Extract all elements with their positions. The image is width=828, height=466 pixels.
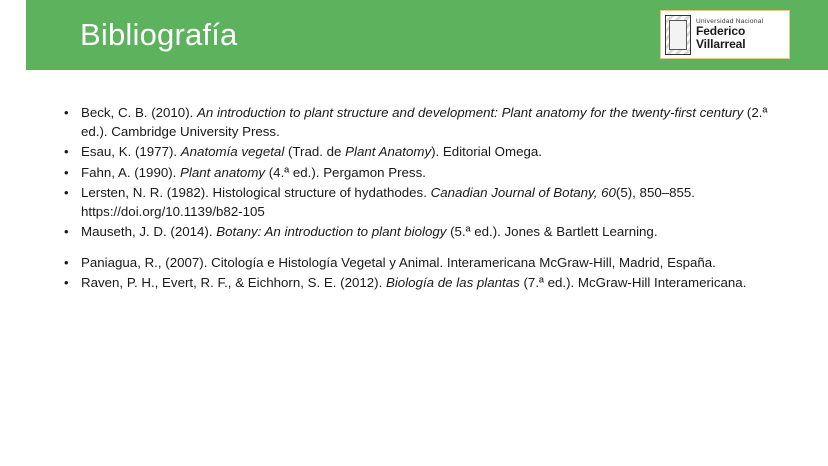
- logo-line-2: Federico Villarreal: [696, 24, 746, 51]
- reference-item: [60, 164, 772, 183]
- bullet-icon: •: [64, 275, 69, 290]
- reference-item: [60, 104, 772, 141]
- university-logo: [660, 10, 790, 59]
- reference-item: [60, 254, 772, 273]
- reference-text: Raven, P. H., Evert, R. F., & Eichhorn, S. E. (2012). Biología de las plantas (7.ª ed.). McGraw-Hill Interamericana.: [81, 275, 747, 290]
- university-crest-icon: [665, 15, 691, 55]
- header-band: [26, 0, 828, 70]
- logo-line-1: Universidad Nacional: [696, 17, 764, 25]
- reference-item: [60, 184, 772, 221]
- bibliography-content: [60, 104, 772, 295]
- bullet-icon: •: [64, 254, 69, 270]
- reference-item: [60, 143, 772, 162]
- reference-list: [60, 104, 772, 293]
- bullet-icon: •: [64, 105, 69, 120]
- reference-text: Beck, C. B. (2010). An introduction to plant structure and development: Plant anatomy for the twenty-first century (2.ª ed.). Cambridge University Press.: [81, 105, 768, 139]
- bullet-icon: •: [64, 185, 69, 200]
- reference-item: [60, 223, 772, 242]
- bullet-icon: •: [64, 144, 69, 159]
- logo-text: [696, 19, 785, 51]
- reference-text: Lersten, N. R. (1982). Histological structure of hydathodes. Canadian Journal of Botany, 60(5), 850–855. https://doi.org/10.1139/b82-105: [81, 185, 696, 219]
- reference-text: Fahn, A. (1990). Plant anatomy (4.ª ed.). Pergamon Press.: [81, 164, 426, 180]
- page-title: Bibliografía: [80, 17, 238, 52]
- reference-text: Paniagua, R., (2007). Citología e Histología Vegetal y Animal. Interamericana McGraw-Hill, Madrid, España.: [81, 254, 716, 270]
- reference-text: Esau, K. (1977). Anatomía vegetal (Trad. de Plant Anatomy). Editorial Omega.: [81, 144, 542, 159]
- bullet-icon: •: [64, 224, 69, 239]
- bullet-icon: •: [64, 164, 69, 180]
- reference-text: Mauseth, J. D. (2014). Botany: An introduction to plant biology (5.ª ed.). Jones & Bartlett Learning.: [81, 224, 658, 239]
- reference-item: [60, 274, 772, 293]
